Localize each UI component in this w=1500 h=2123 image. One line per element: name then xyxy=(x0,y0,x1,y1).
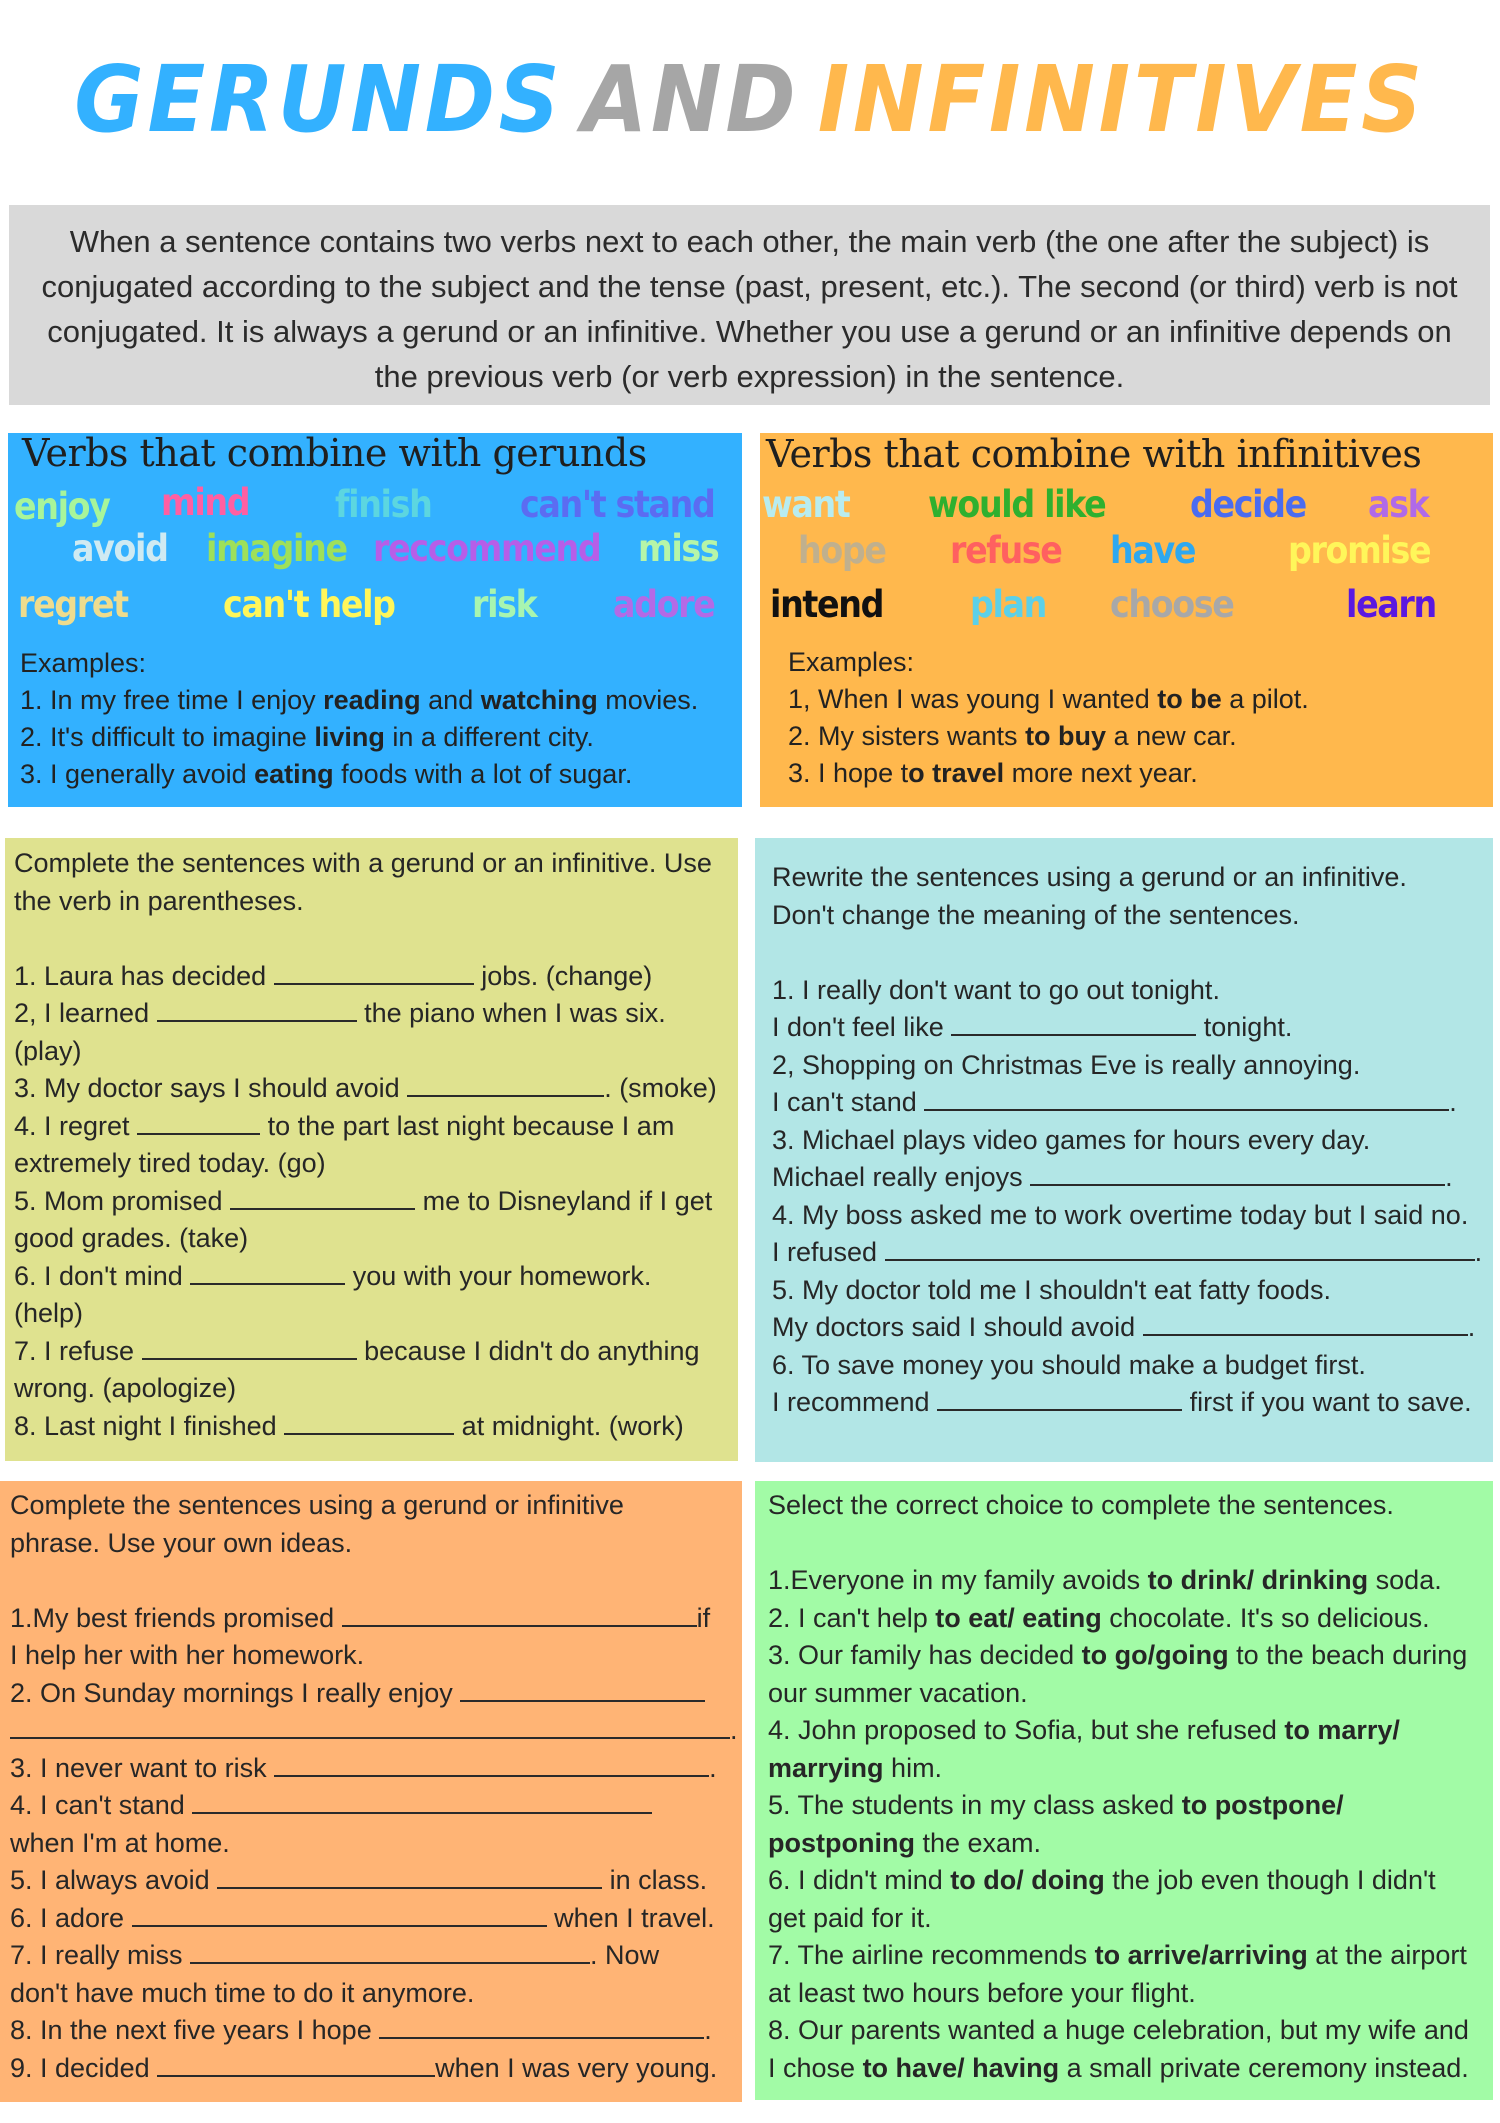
page-title xyxy=(60,40,1440,160)
instructions: phrase. Use your own ideas. xyxy=(10,1527,353,1558)
exercise-line: 9. I decided when I was very young. xyxy=(10,2052,718,2083)
instructions: Complete the sentences with a gerund or an infinitive. Use xyxy=(14,848,712,878)
verb-word: would like xyxy=(928,483,1106,526)
answer-blank[interactable] xyxy=(342,1603,697,1627)
verb-word: avoid xyxy=(72,527,168,570)
exercise-line: 5. The students in my class asked to postpone/ xyxy=(768,1790,1344,1820)
exercise-line: I don't feel like tonight. xyxy=(772,1012,1293,1042)
answer-blank[interactable] xyxy=(407,1073,604,1097)
exercise-line: at least two hours before your flight. xyxy=(768,1977,1196,2008)
exercise-line: (help) xyxy=(14,1298,84,1328)
exercise-rewrite-panel xyxy=(755,838,1493,1462)
verb-word: regret xyxy=(18,583,128,626)
exercise-line: 6. I adore when I travel. xyxy=(10,1902,715,1933)
exercise-1-body xyxy=(14,845,717,1445)
verb-word: can't stand xyxy=(520,483,715,526)
intro-box xyxy=(9,205,1490,405)
verb-word: want xyxy=(762,483,850,526)
exercise-complete-verb-panel xyxy=(5,838,738,1461)
intro-text: When a sentence contains two verbs next to each other, the main verb (the one after the subject) is conjugated according to the subject and the tense (past, present, etc.). The second (or third) verb is not conjugated. It is always a gerund or an infinitive. Whether you use a gerund or an infinitive depends on the previous verb (or verb expression) in the sentence. xyxy=(41,224,1458,394)
exercise-lines xyxy=(772,972,1482,1422)
instructions: Select the correct choice to complete the sentences. xyxy=(768,1490,1394,1520)
exercise-line: 6. To save money you should make a budget first. xyxy=(772,1349,1366,1380)
exercise-line: 3. I never want to risk . xyxy=(10,1752,717,1783)
gerunds-panel xyxy=(8,433,742,807)
answer-blank[interactable] xyxy=(274,1753,709,1777)
exercise-line: 5. Mom promised me to Disneyland if I get xyxy=(14,1185,713,1216)
title-word-and: AND xyxy=(581,46,800,153)
instructions: Don't change the meaning of the sentences. xyxy=(772,899,1300,930)
exercise-line: 4. My boss asked me to work overtime today but I said no. xyxy=(772,1199,1469,1230)
instructions: Rewrite the sentences using a gerund or an infinitive. xyxy=(772,862,1407,892)
exercise-line: marrying him. xyxy=(768,1752,943,1783)
exercise-2-body xyxy=(772,859,1482,1422)
exercise-line: extremely tired today. (go) xyxy=(14,1148,326,1178)
exercise-line: I refused . xyxy=(772,1237,1483,1267)
answer-blank[interactable] xyxy=(132,1903,547,1927)
answer-blank[interactable] xyxy=(217,1865,602,1889)
exercise-line: I recommend first if you want to save. xyxy=(772,1387,1472,1417)
exercise-line: 6. I don't mind you with your homework. xyxy=(14,1260,652,1291)
exercise-line: 3. Our family has decided to go/going to the beach during xyxy=(768,1640,1468,1670)
exercise-line: wrong. (apologize) xyxy=(14,1373,237,1403)
answer-blank[interactable] xyxy=(460,1678,705,1702)
exercise-line: . xyxy=(10,1712,738,1750)
answer-choices[interactable]: to go/going xyxy=(1081,1640,1229,1670)
exercise-line: 1.My best friends promised if xyxy=(10,1602,711,1633)
example-line: 1, When I was young I wanted to be a pilot. xyxy=(788,684,1309,714)
exercise-line: 7. I really miss . Now xyxy=(10,1940,660,1970)
answer-blank[interactable] xyxy=(10,1715,730,1739)
exercise-line: I can't stand . xyxy=(772,1087,1457,1117)
example-line: 2. It's difficult to imagine living in a different city. xyxy=(20,722,594,752)
exercise-line: get paid for it. xyxy=(768,1902,932,1933)
answer-blank[interactable] xyxy=(951,1012,1196,1036)
exercise-line: when I'm at home. xyxy=(10,1827,230,1858)
answer-choices[interactable]: to have/ having xyxy=(862,2052,1060,2083)
verb-word: finish xyxy=(335,483,432,526)
answer-blank[interactable] xyxy=(1143,1312,1468,1336)
examples-label: Examples: xyxy=(20,648,147,678)
answer-choices[interactable]: postponing xyxy=(768,1827,915,1858)
answer-blank[interactable] xyxy=(190,1261,345,1285)
verb-word: reccommend xyxy=(373,527,601,570)
answer-choices[interactable]: marrying xyxy=(768,1752,884,1783)
exercise-line: 6. I didn't mind to do/ doing the job even though I didn't xyxy=(768,1865,1436,1895)
verb-word: refuse xyxy=(950,529,1062,572)
exercise-lines xyxy=(768,1562,1469,2087)
exercise-line: 2, I learned the piano when I was six. xyxy=(14,998,666,1028)
answer-blank[interactable] xyxy=(157,998,357,1022)
answer-choices[interactable]: to drink/ drinking xyxy=(1147,1565,1369,1595)
answer-choices[interactable]: to arrive/arriving xyxy=(1094,1940,1308,1970)
exercise-line: 1.Everyone in my family avoids to drink/ drinking soda. xyxy=(768,1565,1442,1595)
verb-word: miss xyxy=(638,527,719,570)
title-word-gerunds: GERUNDS xyxy=(74,46,564,153)
exercise-line: 2. On Sunday mornings I really enjoy xyxy=(10,1675,738,1713)
answer-choices[interactable]: to do/ doing xyxy=(950,1865,1105,1895)
instructions: the verb in parentheses. xyxy=(14,885,304,916)
instructions: Complete the sentences using a gerund or infinitive xyxy=(10,1490,624,1520)
exercise-line: 1. I really don't want to go out tonight. xyxy=(772,974,1220,1005)
answer-blank[interactable] xyxy=(142,1336,357,1360)
examples-label: Examples: xyxy=(788,647,915,677)
verb-word: risk xyxy=(472,583,537,626)
verb-word: have xyxy=(1110,529,1196,572)
verb-word: promise xyxy=(1288,529,1431,572)
exercise-3-body xyxy=(10,1487,738,2087)
title-word-infinitives: INFINITIVES xyxy=(817,46,1426,153)
answer-blank[interactable] xyxy=(284,1411,454,1435)
gerunds-heading: Verbs that combine with gerunds xyxy=(22,431,647,475)
answer-choices[interactable]: to postpone/ xyxy=(1181,1790,1344,1820)
exercise-lines xyxy=(14,958,717,1446)
exercise-line: 8. Our parents wanted a huge celebration, but my wife and xyxy=(768,2015,1469,2045)
exercise-line: 5. I always avoid in class. xyxy=(10,1865,708,1895)
exercise-line: 2, Shopping on Christmas Eve is really annoying. xyxy=(772,1049,1361,1080)
exercise-line: I help her with her homework. xyxy=(10,1640,365,1670)
exercise-line: postponing the exam. xyxy=(768,1827,1042,1858)
answer-blank[interactable] xyxy=(190,1940,590,1964)
exercise-line: I chose to have/ having a small private ceremony instead. xyxy=(768,2052,1469,2083)
verb-word: ask xyxy=(1368,483,1429,526)
exercise-line: 4. John proposed to Sofia, but she refused to marry/ xyxy=(768,1715,1400,1745)
answer-choices[interactable]: to eat/ eating xyxy=(935,1602,1102,1633)
exercise-line: Michael really enjoys . xyxy=(772,1162,1453,1192)
verb-word: mind xyxy=(161,481,250,524)
answer-blank[interactable] xyxy=(1030,1162,1445,1186)
infinitive-examples xyxy=(788,644,1309,792)
exercise-line: 1. Laura has decided jobs. (change) xyxy=(14,960,653,991)
example-line: 3. I hope to travel more next year. xyxy=(788,758,1198,788)
exercise-line: don't have much time to do it anymore. xyxy=(10,1977,475,2008)
verb-word: imagine xyxy=(206,527,347,570)
exercise-line: 8. In the next five years I hope . xyxy=(10,2015,712,2045)
exercise-line: 7. The airline recommends to arrive/arriving at the airport xyxy=(768,1940,1467,1970)
exercise-line: 3. My doctor says I should avoid . (smoke) xyxy=(14,1073,717,1103)
answer-blank[interactable] xyxy=(885,1237,1475,1261)
exercise-line: 5. My doctor told me I shouldn't eat fatty foods. xyxy=(772,1274,1331,1305)
exercise-line: My doctors said I should avoid . xyxy=(772,1312,1476,1342)
exercise-line: 2. I can't help to eat/ eating chocolate. It's so delicious. xyxy=(768,1602,1430,1633)
verb-word: enjoy xyxy=(14,485,110,528)
example-line: 1. In my free time I enjoy reading and watching movies. xyxy=(20,685,699,715)
example-line: 2. My sisters wants to buy a new car. xyxy=(788,721,1237,751)
exercise-line: 4. I can't stand xyxy=(10,1787,738,1825)
verb-word: hope xyxy=(798,529,886,572)
exercise-line: good grades. (take) xyxy=(14,1223,249,1253)
answer-choices[interactable]: to marry/ xyxy=(1284,1715,1400,1745)
verb-word: adore xyxy=(613,583,715,626)
answer-blank[interactable] xyxy=(192,1790,652,1814)
exercise-line: 8. Last night I finished at midnight. (work) xyxy=(14,1410,684,1441)
verb-word: can't help xyxy=(223,583,395,626)
answer-blank[interactable] xyxy=(274,961,474,985)
infinitives-panel xyxy=(760,433,1493,807)
verb-word: plan xyxy=(970,583,1047,626)
exercise-select-choice-panel xyxy=(755,1481,1493,2100)
exercise-line: 7. I refuse because I didn't do anything xyxy=(14,1335,700,1366)
exercise-line: our summer vacation. xyxy=(768,1677,1028,1708)
answer-blank[interactable] xyxy=(924,1087,1449,1111)
exercise-line: (play) xyxy=(14,1035,82,1066)
verb-word: intend xyxy=(770,583,884,626)
exercise-lines xyxy=(10,1600,738,2088)
answer-blank[interactable] xyxy=(937,1387,1182,1411)
verb-word: learn xyxy=(1346,583,1436,626)
verb-word: choose xyxy=(1110,583,1234,626)
answer-blank[interactable] xyxy=(137,1111,260,1135)
exercise-4-body xyxy=(768,1487,1469,2087)
infinitives-heading: Verbs that combine with infinitives xyxy=(766,432,1422,476)
exercise-own-ideas-panel xyxy=(0,1481,742,2102)
gerund-examples xyxy=(20,645,698,793)
answer-blank[interactable] xyxy=(379,2015,704,2039)
exercise-line: 3. Michael plays video games for hours every day. xyxy=(772,1124,1371,1155)
example-line: 3. I generally avoid eating foods with a lot of sugar. xyxy=(20,759,633,789)
verb-word: decide xyxy=(1190,483,1306,526)
exercise-line: 4. I regret to the part last night because I am xyxy=(14,1110,675,1141)
answer-blank[interactable] xyxy=(157,2053,435,2077)
answer-blank[interactable] xyxy=(230,1186,415,1210)
